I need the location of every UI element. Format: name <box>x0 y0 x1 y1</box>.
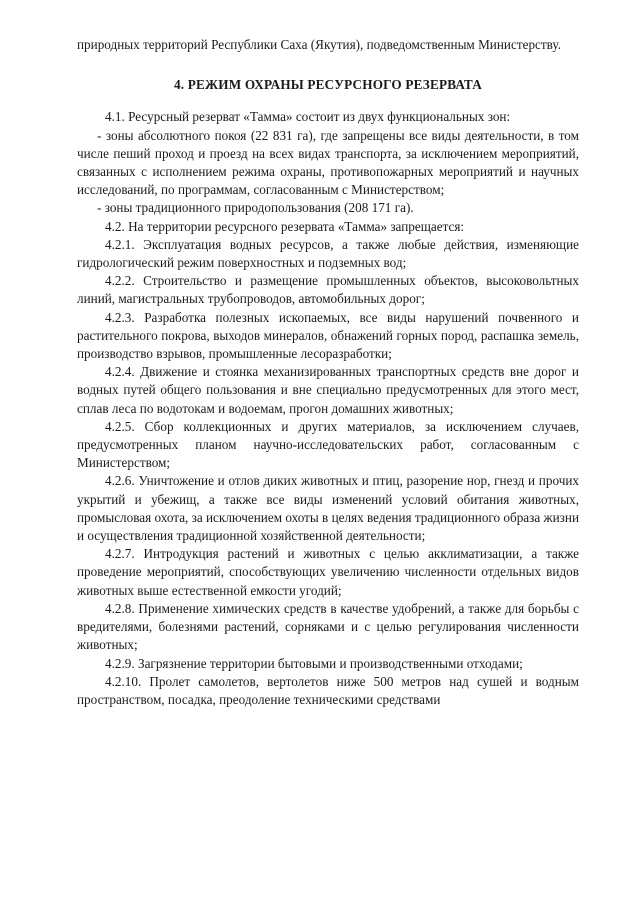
paragraph-4-1: 4.1. Ресурсный резерват «Тамма» состоит из двух функциональных зон: <box>105 109 511 125</box>
paragraph-4-2-9: 4.2.9. Загрязнение территории бытовыми и производственными отходами; <box>105 655 523 671</box>
paragraph-4-2-5: 4.2.5. Сбор коллекционных и других материалов, за исключением случаев, предусмотренных планом научно-исследовательских работ, согласованным с Министерством; <box>77 418 579 471</box>
zone-absolute-rest: - зоны абсолютного покоя (22 831 га), где запрещены все виды деятельности, в том числе пеший проход и проезд на всех видах транспорта, за исключением мероприятий, связанных с исполнением режима охраны, противопожарных мероприятий и научных исследований, по программам, согласованным с Министерством; <box>77 127 579 198</box>
paragraph-4-2-1: 4.2.1. Эксплуатация водных ресурсов, а также любые действия, изменяющие гидрологический режим поверхностных и подземных вод; <box>77 236 579 271</box>
paragraph-4-2-8: 4.2.8. Применение химических средств в качестве удобрений, а также для борьбы с вредителями, болезнями растений, сорняками и с целью регулирования численности животных; <box>77 600 579 653</box>
paragraph-4-2-7: 4.2.7. Интродукция растений и животных с целью акклиматизации, а также проведение мероприятий, способствующих увеличению численности отдельных видов животных выше естественной емкости угодий; <box>77 546 579 598</box>
paragraph-4-2-3: 4.2.3. Разработка полезных ископаемых, все виды нарушений почвенного и растительного покрова, выходов минералов, обнажений горных пород, распашка земель, производство взрывов, промышленные лесоразработки; <box>77 309 579 362</box>
paragraph-4-2-4: 4.2.4. Движение и стоянка механизированных транспортных средств вне дорог и водных путей общего пользования и вне специально предусмотренных для этого мест, сплав леса по водотокам и водоемам, прогон домашних животных; <box>77 364 579 416</box>
section-heading: 4. РЕЖИМ ОХРАНЫ РЕСУРСНОГО РЕЗЕРВАТА <box>174 77 482 93</box>
intro-paragraph: природных территорий Республики Саха (Якутия), подведомственным Министерству. <box>77 37 561 52</box>
paragraph-4-2: 4.2. На территории ресурсного резервата «Тамма» запрещается: <box>105 218 465 234</box>
paragraph-4-2-6: 4.2.6. Уничтожение и отлов диких животных и птиц, разорение нор, гнезд и прочих укрытий и убежищ, а также все виды изменений условий обитания животных, промысловая охота, за исключением охоты в целях ведения традиционного образа жизни и осуществления традиционной хозяйственной деятельности; <box>77 473 580 544</box>
document-body <box>77 36 579 709</box>
zone-traditional-use: - зоны традиционного природопользования (208 171 га). <box>97 200 414 216</box>
paragraph-4-2-2: 4.2.2. Строительство и размещение промышленных объектов, высоковольтных линий, магистральных трубопроводов, автомобильных дорог; <box>77 273 579 307</box>
paragraph-4-2-10: 4.2.10. Пролет самолетов, вертолетов ниже 500 метров над сушей и водным пространством, посадка, преодоление техническими средствами <box>77 673 579 707</box>
